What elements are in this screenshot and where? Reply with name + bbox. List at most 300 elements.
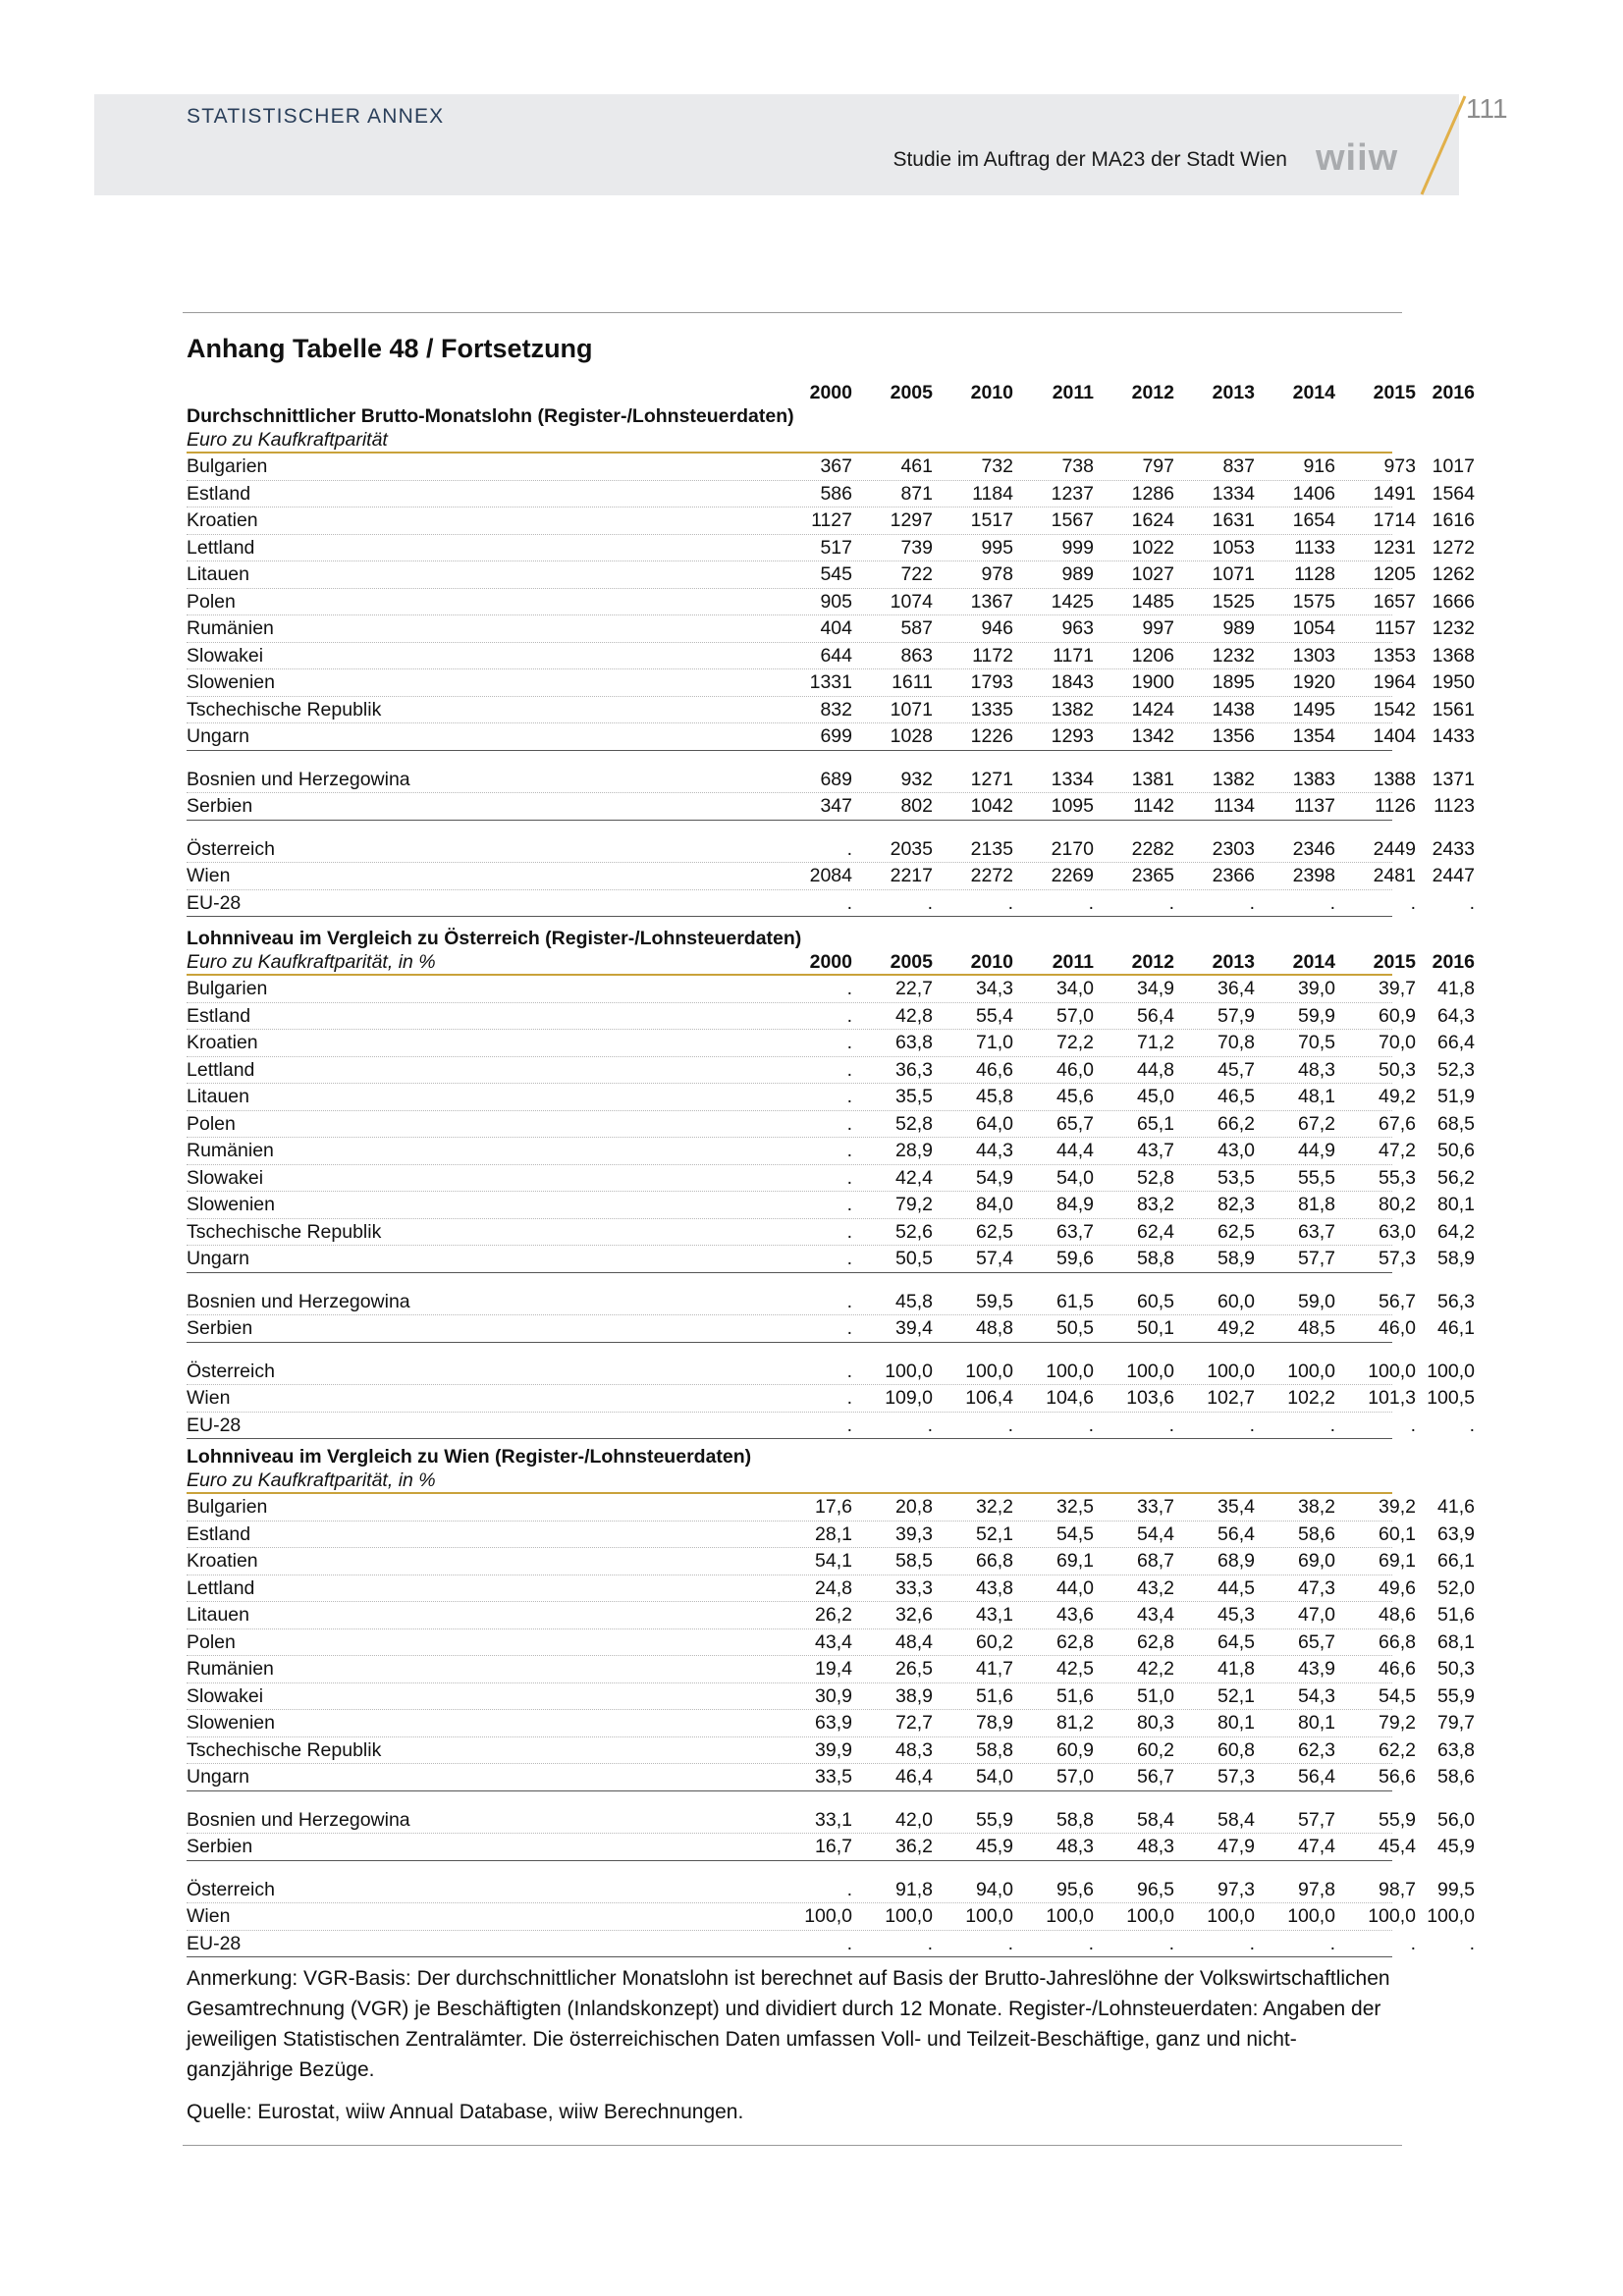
cell-value: 2217 — [890, 865, 933, 886]
cell-value: 63,7 — [1298, 1220, 1335, 1243]
cell-value: 84,0 — [976, 1194, 1013, 1215]
cell-value: . — [1007, 891, 1013, 914]
year-header-row — [187, 381, 1475, 404]
row-label: Kroatien — [187, 1550, 258, 1572]
row-label: Lettland — [187, 1576, 255, 1599]
cell-value: 1027 — [1131, 563, 1174, 585]
cell-value: 722 — [900, 563, 933, 585]
cell-value: 57,0 — [1056, 1766, 1094, 1788]
cell-value: 42,2 — [1137, 1658, 1174, 1680]
cell-value: 54,3 — [1298, 1684, 1335, 1707]
cell-value: 1438 — [1212, 698, 1255, 721]
cell-value: 46,4 — [895, 1766, 933, 1788]
cell-value: 67,2 — [1298, 1112, 1335, 1135]
cell-value: 1133 — [1294, 536, 1335, 559]
table-section-1 — [187, 381, 1475, 917]
cell-value: . — [846, 1248, 852, 1269]
year-header: 2005 — [890, 382, 933, 403]
cell-value: 1950 — [1432, 671, 1475, 693]
cell-value: 33,5 — [815, 1766, 852, 1788]
cell-value: 63,9 — [1437, 1522, 1475, 1545]
cell-value: 1564 — [1432, 482, 1475, 505]
cell-value: 80,1 — [1298, 1712, 1335, 1734]
cell-value: . — [846, 1058, 852, 1081]
cell-value: 63,9 — [815, 1712, 852, 1734]
cell-value: 50,3 — [1379, 1058, 1416, 1081]
table-row — [187, 723, 1475, 751]
cell-value: 70,8 — [1217, 1032, 1255, 1053]
row-label: Österreich — [187, 1360, 275, 1382]
table-row — [187, 1165, 1475, 1193]
cell-value: 1843 — [1051, 671, 1094, 693]
cell-value: 70,0 — [1379, 1032, 1416, 1053]
cell-value: 1126 — [1375, 795, 1416, 817]
table-row — [187, 976, 1475, 1003]
cell-value: 33,3 — [895, 1576, 933, 1599]
cell-value: 644 — [820, 644, 852, 667]
cell-value: 1286 — [1131, 482, 1174, 505]
cell-value: 1226 — [970, 725, 1013, 747]
cell-value: 96,5 — [1137, 1878, 1174, 1900]
cell-value: 47,0 — [1298, 1604, 1335, 1626]
cell-value: 34,0 — [1056, 978, 1094, 999]
group-gap — [187, 1343, 1392, 1359]
cell-value: 58,5 — [895, 1550, 933, 1572]
table-row — [187, 535, 1475, 562]
table-section-2 — [187, 927, 1475, 1439]
cell-value: 51,0 — [1137, 1684, 1174, 1707]
cell-value: . — [846, 1317, 852, 1339]
cell-value: 45,4 — [1379, 1836, 1416, 1857]
cell-value: 1172 — [972, 644, 1013, 667]
cell-value: . — [846, 1004, 852, 1027]
cell-value: 103,6 — [1126, 1387, 1174, 1409]
cell-value: 38,9 — [895, 1684, 933, 1707]
cell-value: 54,5 — [1056, 1522, 1094, 1545]
cell-value: 57,7 — [1298, 1248, 1335, 1269]
cell-value: 1017 — [1432, 455, 1475, 477]
row-label: Slowakei — [187, 644, 264, 667]
cell-value: 1262 — [1432, 563, 1475, 585]
cell-value: 56,4 — [1298, 1766, 1335, 1788]
cell-value: 45,6 — [1056, 1086, 1094, 1107]
cell-value: 1054 — [1292, 617, 1335, 639]
cell-value: 58,8 — [976, 1738, 1013, 1761]
cell-value: 1354 — [1292, 725, 1335, 747]
cell-value: 2449 — [1373, 837, 1416, 860]
cell-value: 932 — [900, 768, 933, 790]
cell-value: . — [1329, 1932, 1335, 1954]
cell-value: 1137 — [1294, 795, 1335, 817]
cell-value: 1381 — [1131, 768, 1174, 790]
cell-value: . — [1007, 1932, 1013, 1954]
year-header: 2014 — [1292, 382, 1335, 403]
row-label: Bulgarien — [187, 455, 268, 477]
cell-value: 49,2 — [1217, 1317, 1255, 1339]
row-label: Bosnien und Herzegowina — [187, 1808, 410, 1831]
cell-value: 63,8 — [1437, 1738, 1475, 1761]
cell-value: 100,5 — [1427, 1387, 1475, 1409]
cell-value: 1071 — [890, 698, 933, 721]
cell-value: 79,2 — [895, 1194, 933, 1215]
cell-value: 42,8 — [895, 1004, 933, 1027]
year-header: 2015 — [1373, 382, 1416, 403]
slash-decoration — [1414, 94, 1473, 196]
cell-value: 1071 — [1212, 563, 1255, 585]
cell-value: 56,7 — [1137, 1766, 1174, 1788]
section-label: STATISTISCHER ANNEX — [187, 105, 445, 128]
cell-value: 100,0 — [1368, 1360, 1416, 1382]
cell-value: 1406 — [1292, 482, 1335, 505]
cell-value: 58,8 — [1137, 1248, 1174, 1269]
cell-value: 81,8 — [1298, 1194, 1335, 1215]
cell-value: 66,4 — [1437, 1032, 1475, 1053]
row-label: Polen — [187, 1112, 236, 1135]
section-title-row — [187, 1445, 1392, 1468]
cell-value: 2170 — [1051, 837, 1094, 860]
cell-value: 83,2 — [1137, 1194, 1174, 1215]
cell-value: 41,8 — [1217, 1658, 1255, 1680]
row-label: Ungarn — [187, 1248, 249, 1269]
cell-value: 59,9 — [1298, 1004, 1335, 1027]
cell-value: 56,3 — [1437, 1290, 1475, 1312]
cell-value: 2272 — [970, 865, 1013, 886]
study-label: Studie im Auftrag der MA23 der Stadt Wien — [893, 148, 1287, 171]
cell-value: 689 — [820, 768, 852, 790]
cell-value: 57,3 — [1379, 1248, 1416, 1269]
table-row — [187, 836, 1475, 864]
cell-value: . — [927, 1414, 933, 1436]
cell-value: 106,4 — [965, 1387, 1013, 1409]
table-row — [187, 1834, 1475, 1861]
row-label: Tschechische Republik — [187, 698, 382, 721]
year-header: 2016 — [1432, 951, 1475, 973]
cell-value: 43,8 — [976, 1576, 1013, 1599]
cell-value: 55,3 — [1379, 1166, 1416, 1189]
cell-value: 863 — [900, 644, 933, 667]
cell-value: 100,0 — [1046, 1905, 1094, 1927]
table-row — [187, 1219, 1475, 1247]
cell-value: 42,5 — [1056, 1658, 1094, 1680]
cell-value: 1368 — [1432, 644, 1475, 667]
cell-value: 42,0 — [895, 1808, 933, 1831]
source: Quelle: Eurostat, wiiw Annual Database, wiiw Berechnungen. — [187, 2101, 744, 2123]
table-row — [187, 1548, 1475, 1575]
cell-value: 48,3 — [1298, 1058, 1335, 1081]
year-header: 2012 — [1131, 382, 1174, 403]
cell-value: 45,9 — [1437, 1836, 1475, 1857]
cell-value: 832 — [820, 698, 852, 721]
table-row — [187, 454, 1475, 481]
table-row — [187, 1683, 1475, 1711]
cell-value: 43,4 — [815, 1630, 852, 1653]
cell-value: 1367 — [970, 590, 1013, 613]
cell-value: 63,7 — [1056, 1220, 1094, 1243]
cell-value: 995 — [981, 536, 1013, 559]
cell-value: 39,3 — [895, 1522, 933, 1545]
cell-value: 35,5 — [895, 1086, 933, 1107]
cell-value: 47,4 — [1298, 1836, 1335, 1857]
cell-value: 65,1 — [1137, 1112, 1174, 1135]
cell-value: 66,8 — [976, 1550, 1013, 1572]
year-header: 2005 — [890, 951, 933, 973]
cell-value: 45,7 — [1217, 1058, 1255, 1081]
cell-value: . — [927, 891, 933, 914]
cell-value: 55,4 — [976, 1004, 1013, 1027]
cell-value: 100,0 — [1368, 1905, 1416, 1927]
cell-value: 64,0 — [976, 1112, 1013, 1135]
table-row — [187, 1057, 1475, 1085]
row-label: Rumänien — [187, 1658, 274, 1680]
cell-value: 43,9 — [1298, 1658, 1335, 1680]
cell-value: 1353 — [1373, 644, 1416, 667]
cell-value: 36,2 — [895, 1836, 933, 1857]
cell-value: 55,5 — [1298, 1166, 1335, 1189]
cell-value: 1356 — [1212, 725, 1255, 747]
cell-value: 44,3 — [976, 1140, 1013, 1161]
cell-value: 100,0 — [965, 1905, 1013, 1927]
cell-value: 58,8 — [1056, 1808, 1094, 1831]
row-label: Slowenien — [187, 671, 275, 693]
cell-value: 1542 — [1373, 698, 1416, 721]
cell-value: . — [846, 1086, 852, 1107]
cell-value: 57,3 — [1217, 1766, 1255, 1788]
row-label: Wien — [187, 865, 231, 886]
cell-value: 61,5 — [1056, 1290, 1094, 1312]
cell-value: 60,9 — [1056, 1738, 1094, 1761]
cell-value: 2433 — [1432, 837, 1475, 860]
cell-value: 84,9 — [1056, 1194, 1094, 1215]
cell-value: 58,4 — [1137, 1808, 1174, 1831]
table-row — [187, 793, 1475, 821]
cell-value: 1184 — [972, 482, 1013, 505]
cell-value: 100,0 — [1046, 1360, 1094, 1382]
cell-value: 1271 — [970, 768, 1013, 790]
table-row — [187, 561, 1475, 589]
cell-value: 52,1 — [1217, 1684, 1255, 1707]
table-row — [187, 1656, 1475, 1683]
row-label: Wien — [187, 1387, 231, 1409]
cell-value: 1334 — [1212, 482, 1255, 505]
cell-value: . — [1469, 891, 1475, 914]
row-label: Serbien — [187, 1836, 253, 1857]
cell-value: 39,7 — [1379, 978, 1416, 999]
table-row — [187, 1629, 1475, 1657]
cell-value: 32,5 — [1056, 1496, 1094, 1518]
table-row — [187, 890, 1475, 918]
cell-value: 55,9 — [1379, 1808, 1416, 1831]
cell-value: 52,3 — [1437, 1058, 1475, 1081]
cell-value: 1567 — [1051, 509, 1094, 531]
cell-value: 47,2 — [1379, 1140, 1416, 1161]
table-row — [187, 589, 1475, 616]
cell-value: 57,7 — [1298, 1808, 1335, 1831]
cell-value: . — [1168, 1932, 1174, 1954]
cell-value: 94,0 — [976, 1878, 1013, 1900]
cell-value: 48,6 — [1379, 1604, 1416, 1626]
row-label: EU-28 — [187, 891, 242, 914]
cell-value: 2135 — [970, 837, 1013, 860]
cell-value: 100,0 — [1427, 1360, 1475, 1382]
cell-value: 1142 — [1133, 795, 1174, 817]
cell-value: . — [846, 1112, 852, 1135]
cell-value: 97,8 — [1298, 1878, 1335, 1900]
cell-value: 52,6 — [895, 1220, 933, 1243]
cell-value: 1616 — [1432, 509, 1475, 531]
cell-value: 43,2 — [1137, 1576, 1174, 1599]
page-number: 111 — [1466, 93, 1508, 124]
cell-value: 1028 — [890, 725, 933, 747]
cell-value: 739 — [900, 536, 933, 559]
cell-value: 1657 — [1373, 590, 1416, 613]
cell-value: 80,1 — [1437, 1194, 1475, 1215]
cell-value: 1654 — [1292, 509, 1335, 531]
cell-value: 58,4 — [1217, 1808, 1255, 1831]
row-label: Lettland — [187, 536, 255, 559]
cell-value: 66,8 — [1379, 1630, 1416, 1653]
cell-value: 946 — [981, 617, 1013, 639]
cell-value: 62,8 — [1056, 1630, 1094, 1653]
cell-value: 1022 — [1131, 536, 1174, 559]
cell-value: 1624 — [1131, 509, 1174, 531]
cell-value: 104,6 — [1046, 1387, 1094, 1409]
cell-value: 42,4 — [895, 1166, 933, 1189]
cell-value: 72,7 — [895, 1712, 933, 1734]
cell-value: 72,2 — [1056, 1032, 1094, 1053]
cell-value: . — [1168, 891, 1174, 914]
cell-value: . — [1249, 1414, 1255, 1436]
cell-value: 80,1 — [1217, 1712, 1255, 1734]
cell-value: . — [1469, 1932, 1475, 1954]
cell-value: 45,0 — [1137, 1086, 1174, 1107]
cell-value: . — [846, 1360, 852, 1382]
cell-value: 58,9 — [1437, 1248, 1475, 1269]
cell-value: 36,4 — [1217, 978, 1255, 999]
cell-value: 1900 — [1131, 671, 1174, 693]
section-title: Lohnniveau im Vergleich zu Wien (Register-/Lohnsteuerdaten) — [187, 1446, 752, 1468]
cell-value: 978 — [981, 563, 1013, 585]
cell-value: 56,0 — [1437, 1808, 1475, 1831]
cell-value: 45,9 — [976, 1836, 1013, 1857]
cell-value: 54,0 — [1056, 1166, 1094, 1189]
cell-value: 66,1 — [1437, 1550, 1475, 1572]
cell-value: 1042 — [970, 795, 1013, 817]
cell-value: 1714 — [1373, 509, 1416, 531]
cell-value: 1485 — [1131, 590, 1174, 613]
cell-value: 71,2 — [1137, 1032, 1174, 1053]
group-gap — [187, 1791, 1392, 1807]
cell-value: 64,5 — [1217, 1630, 1255, 1653]
cell-value: 45,8 — [976, 1086, 1013, 1107]
cell-value: 44,8 — [1137, 1058, 1174, 1081]
cell-value: 46,6 — [976, 1058, 1013, 1081]
cell-value: 20,8 — [895, 1496, 933, 1518]
cell-value: . — [846, 1878, 852, 1900]
cell-value: 1095 — [1051, 795, 1094, 817]
cell-value: 62,8 — [1137, 1630, 1174, 1653]
cell-value: 67,6 — [1379, 1112, 1416, 1135]
cell-value: 26,5 — [895, 1658, 933, 1680]
table-row — [187, 643, 1475, 670]
cell-value: 22,7 — [895, 978, 933, 999]
cell-value: 19,4 — [815, 1658, 852, 1680]
cell-value: 997 — [1142, 617, 1174, 639]
cell-value: 2365 — [1131, 865, 1174, 886]
cell-value: 16,7 — [815, 1836, 852, 1857]
top-rule — [183, 312, 1402, 313]
row-label: Bosnien und Herzegowina — [187, 768, 410, 790]
row-label: Litauen — [187, 1086, 249, 1107]
table-row — [187, 615, 1475, 643]
cell-value: 49,2 — [1379, 1086, 1416, 1107]
cell-value: 51,6 — [976, 1684, 1013, 1707]
table-row — [187, 1192, 1475, 1219]
cell-value: 41,7 — [976, 1658, 1013, 1680]
cell-value: 49,6 — [1379, 1576, 1416, 1599]
cell-value: 51,6 — [1056, 1684, 1094, 1707]
cell-value: 1335 — [970, 698, 1013, 721]
cell-value: 1920 — [1292, 671, 1335, 693]
cell-value: 63,0 — [1379, 1220, 1416, 1243]
cell-value: 1404 — [1373, 725, 1416, 747]
row-label: Litauen — [187, 1604, 249, 1626]
cell-value: 91,8 — [895, 1878, 933, 1900]
cell-value: 101,3 — [1368, 1387, 1416, 1409]
cell-value: 59,5 — [976, 1290, 1013, 1312]
cell-value: 38,2 — [1298, 1496, 1335, 1518]
cell-value: . — [927, 1932, 933, 1954]
group-gap — [187, 821, 1392, 836]
cell-value: 64,2 — [1437, 1220, 1475, 1243]
cell-value: 1666 — [1432, 590, 1475, 613]
cell-value: 100,0 — [885, 1360, 933, 1382]
cell-value: 1231 — [1373, 536, 1416, 559]
table-row — [187, 767, 1475, 794]
cell-value: 1382 — [1212, 768, 1255, 790]
row-label: Slowenien — [187, 1712, 275, 1734]
table-row — [187, 1877, 1475, 1904]
cell-value: 100,0 — [1427, 1905, 1475, 1927]
cell-value: 56,7 — [1379, 1290, 1416, 1312]
cell-value: 95,6 — [1056, 1878, 1094, 1900]
cell-value: 68,9 — [1217, 1550, 1255, 1572]
cell-value: 33,1 — [815, 1808, 852, 1831]
cell-value: 1895 — [1212, 671, 1255, 693]
cell-value: 1525 — [1212, 590, 1255, 613]
cell-value: 52,8 — [895, 1112, 933, 1135]
cell-value: 587 — [900, 617, 933, 639]
cell-value: 46,6 — [1379, 1658, 1416, 1680]
cell-value: 2282 — [1131, 837, 1174, 860]
table-row — [187, 1315, 1475, 1343]
cell-value: 46,5 — [1217, 1086, 1255, 1107]
cell-value: 57,4 — [976, 1248, 1013, 1269]
cell-value: 517 — [820, 536, 852, 559]
table-row — [187, 1359, 1475, 1386]
cell-value: 70,5 — [1298, 1032, 1335, 1053]
table-row — [187, 1575, 1475, 1603]
cell-value: 44,4 — [1056, 1140, 1094, 1161]
cell-value: 100,0 — [965, 1360, 1013, 1382]
cell-value: 98,7 — [1379, 1878, 1416, 1900]
row-label: Ungarn — [187, 725, 249, 747]
cell-value: 2303 — [1212, 837, 1255, 860]
cell-value: 44,9 — [1298, 1140, 1335, 1161]
cell-value: . — [1410, 1932, 1416, 1954]
cell-value: 1491 — [1373, 482, 1416, 505]
table-row — [187, 1931, 1475, 1958]
cell-value: 1127 — [811, 509, 852, 531]
